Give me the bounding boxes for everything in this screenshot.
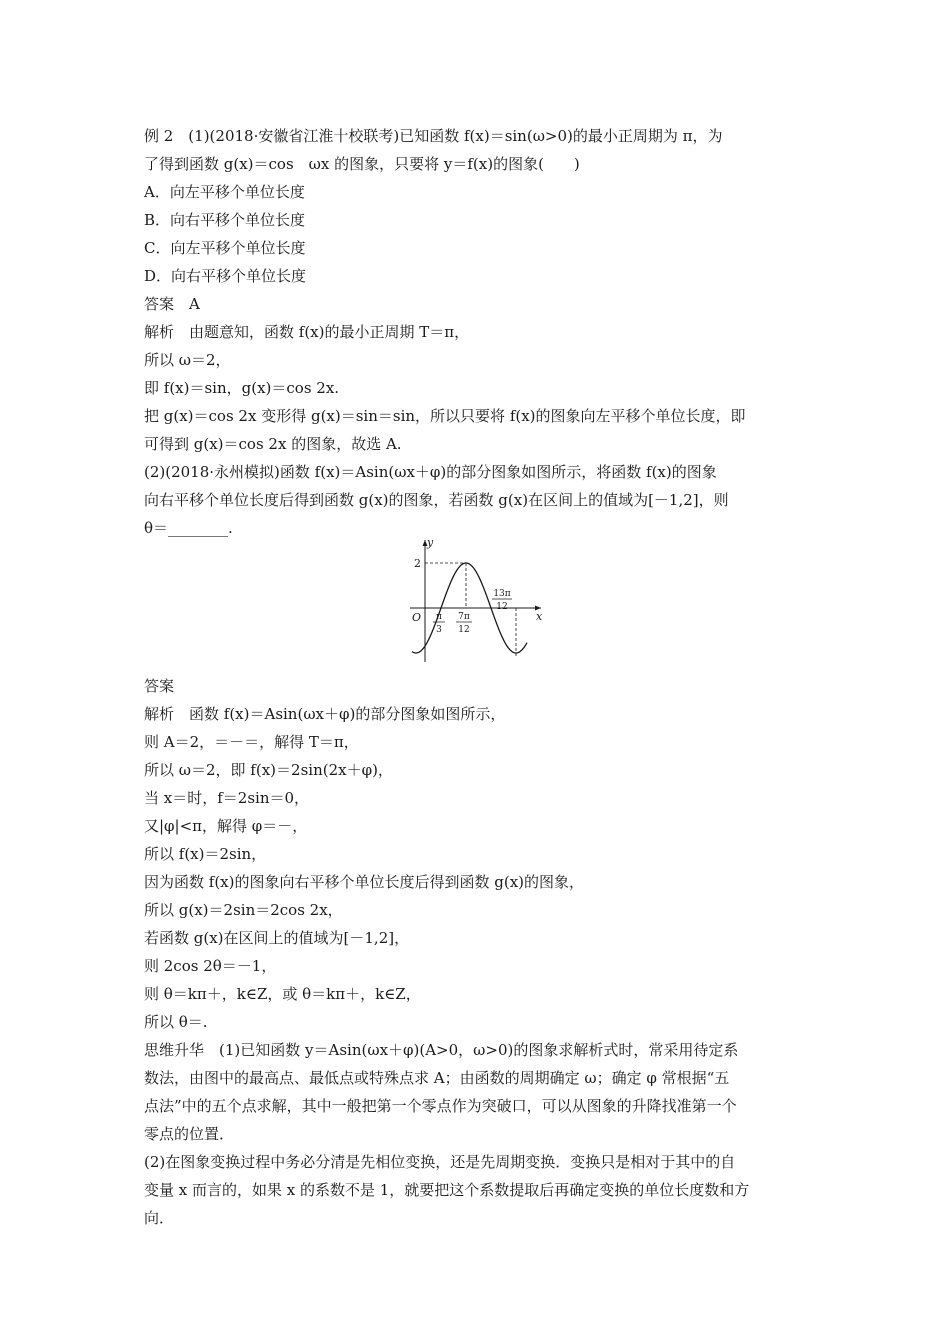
text-line: 则 2cos 2θ＝－1， <box>144 957 277 975</box>
text-line: 了得到函数 g(x)＝cos ωx 的图象，只要将 y＝f(x)的图象( ) <box>144 155 580 173</box>
max-value-label: 2 <box>414 557 421 570</box>
text-line: 答案 <box>144 677 175 695</box>
text-line: 答案 A <box>144 295 200 313</box>
sine-graph <box>396 536 546 664</box>
tick-label-13pi-over-12 <box>492 589 512 612</box>
text-line: 零点的位置． <box>144 1125 235 1143</box>
text-line: (2)(2018·永州模拟)函数 f(x)＝Asin(ωx＋φ)的部分图象如图所示，将函数 f(x)的图象 <box>144 463 717 481</box>
text-line: 可得到 g(x)＝cos 2x 的图象，故选 A. <box>144 435 402 453</box>
text-line: 所以 ω＝2，即 f(x)＝2sin(2x＋φ)， <box>144 761 393 779</box>
text-line: 所以 g(x)＝2sin＝2cos 2x， <box>144 901 343 919</box>
text-line: 解析 由题意知，函数 f(x)的最小正周期 T＝π， <box>144 323 470 341</box>
text-line: 例 2 (1)(2018·安徽省江淮十校联考)已知函数 f(x)＝sin(ω>0)的最小正周期为 π，为 <box>144 127 723 145</box>
svg-text:12: 12 <box>458 625 470 635</box>
text-line: 即 f(x)＝sin，g(x)＝cos 2x. <box>144 379 340 397</box>
text-line: B．向右平移个单位长度 <box>144 211 306 229</box>
text-line: A．向左平移个单位长度 <box>144 183 305 201</box>
tick-label-7pi-over-12 <box>456 612 472 635</box>
origin-label: O <box>412 611 422 624</box>
text-line: 解析 函数 f(x)＝Asin(ωx＋φ)的部分图象如图所示， <box>144 705 506 723</box>
text-line: 向． <box>144 1209 175 1227</box>
sine-graph-figure <box>396 536 546 664</box>
y-axis-label: y <box>427 536 434 549</box>
svg-text:13π: 13π <box>493 589 511 599</box>
text-line: 向右平移个单位长度后得到函数 g(x)的图象，若函数 g(x)在区间上的值域为[－1,2]，则 <box>144 491 729 509</box>
text-line: 所以 θ＝. <box>144 1013 208 1031</box>
text-line: 数法，由图中的最高点、最低点或特殊点求 A；由函数的周期确定 ω；确定 φ 常根据“五 <box>144 1069 730 1087</box>
svg-text:π: π <box>436 612 442 622</box>
text-line: 所以 ω＝2， <box>144 351 231 369</box>
text-line: 思维升华 (1)已知函数 y＝Asin(ωx＋φ)(A>0，ω>0)的图象求解析式时，常采用待定系 <box>144 1041 739 1059</box>
text-line: 又|φ|<π，解得 φ＝－， <box>144 817 308 835</box>
text-line: 当 x＝时，f＝2sin＝0， <box>144 789 310 807</box>
svg-text:7π: 7π <box>458 612 470 622</box>
text-line: 则 A＝2，＝－＝，解得 T＝π， <box>144 733 359 751</box>
text-line: θ＝________. <box>144 519 233 537</box>
text-line: 所以 f(x)＝2sin， <box>144 845 267 863</box>
x-axis-label: x <box>536 610 543 623</box>
text-line: 点法”中的五个点求解，其中一般把第一个零点作为突破口，可以从图象的升降找准第一个 <box>144 1097 737 1115</box>
text-line: 把 g(x)＝cos 2x 变形得 g(x)＝sin＝sin，所以只要将 f(x)的图象向左平移个单位长度，即 <box>144 407 746 425</box>
text-line: 则 θ＝kπ＋，k∈Z，或 θ＝kπ＋，k∈Z， <box>144 985 421 1003</box>
text-line: 因为函数 f(x)的图象向右平移个单位长度后得到函数 g(x)的图象， <box>144 873 585 891</box>
text-line: D．向右平移个单位长度 <box>144 267 307 285</box>
svg-text:3: 3 <box>436 625 442 635</box>
text-line: 变量 x 而言的，如果 x 的系数不是 1，就要把这个系数提取后再确定变换的单位长度数和方 <box>144 1181 750 1199</box>
text-line: (2)在图象变换过程中务必分清是先相位变换，还是先周期变换．变换只是相对于其中的自 <box>144 1153 736 1171</box>
text-line: 若函数 g(x)在区间上的值域为[－1,2]， <box>144 929 410 947</box>
text-line: C．向左平移个单位长度 <box>144 239 306 257</box>
svg-text:12: 12 <box>496 602 508 612</box>
